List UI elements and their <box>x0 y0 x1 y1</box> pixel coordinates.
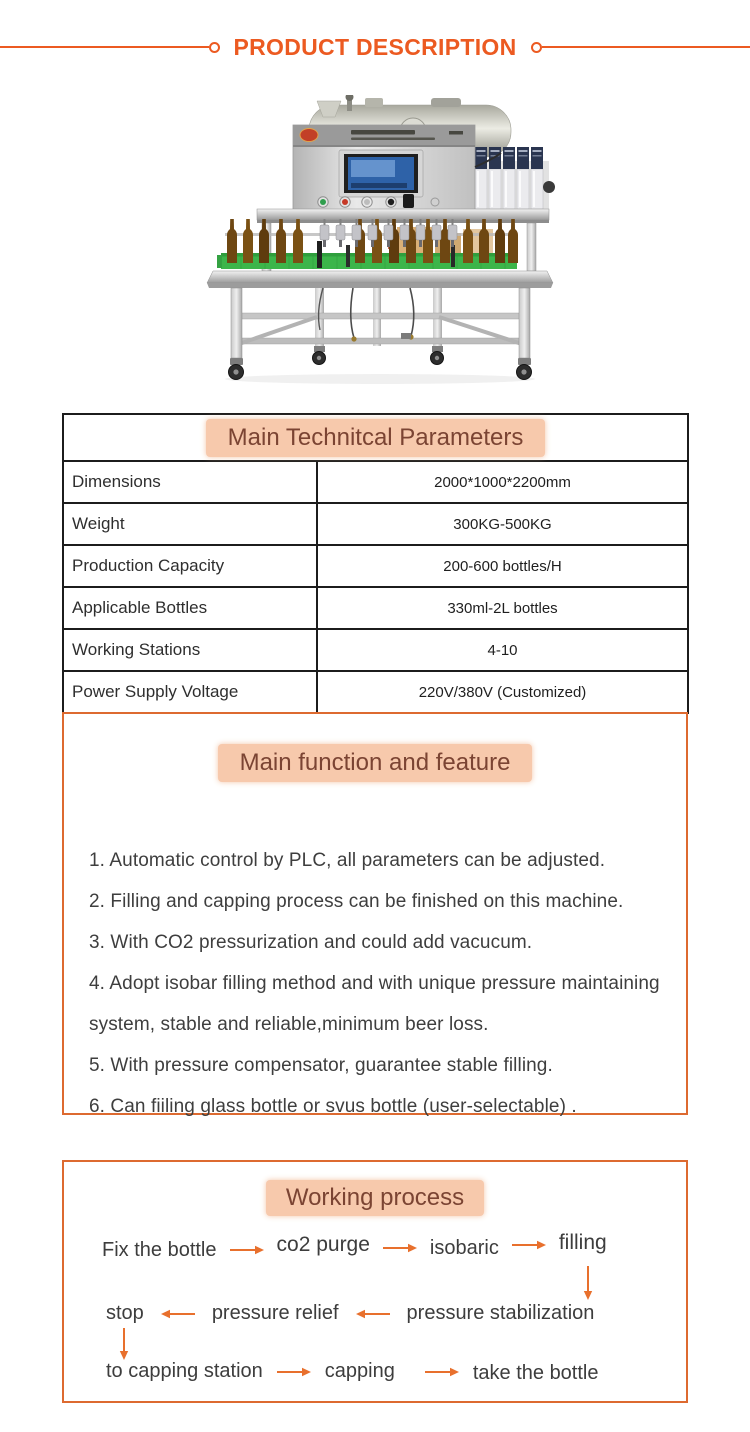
arrow-left-icon <box>356 1308 390 1320</box>
header-ring-right-icon <box>531 42 542 53</box>
process-flow-row-1 <box>102 1231 607 1262</box>
table-row <box>63 461 688 503</box>
header-ring-left-icon <box>209 42 220 53</box>
product-photo <box>205 95 555 385</box>
bottle-filling-machine-illustration <box>205 95 555 385</box>
process-step: filling <box>558 1231 607 1254</box>
table-row <box>63 587 688 629</box>
arrow-right-icon <box>277 1366 311 1378</box>
page-title: PRODUCT DESCRIPTION <box>233 33 517 60</box>
table-row <box>63 503 688 545</box>
table-row <box>63 629 688 671</box>
param-label: Applicable Bottles <box>63 587 317 629</box>
feature-item: 2. Filling and capping process can be finished on this machine. <box>89 891 624 912</box>
arrow-left-icon <box>161 1308 195 1320</box>
param-label: Dimensions <box>63 461 317 503</box>
process-step: capping <box>324 1360 395 1382</box>
feature-item: 1. Automatic control by PLC, all parameters can be adjusted. <box>89 850 606 871</box>
feature-item: 5. With pressure compensator, guarantee stable filling. <box>89 1055 553 1076</box>
param-value: 300KG-500KG <box>317 503 688 545</box>
param-label: Weight <box>63 503 317 545</box>
process-flow-row-3 <box>106 1360 599 1383</box>
table-row <box>63 671 688 713</box>
machine-table-frame <box>207 271 553 358</box>
feature-item: 3. With CO2 pressurization and could add vacucum. <box>89 932 533 953</box>
arrow-right-icon <box>383 1242 417 1254</box>
param-value: 220V/380V (Customized) <box>317 671 688 713</box>
header-line-left <box>0 46 209 48</box>
filling-heads <box>320 219 457 247</box>
process-step: Fix the bottle <box>102 1238 217 1261</box>
param-value: 4-10 <box>317 629 688 671</box>
process-step: isobaric <box>429 1236 499 1259</box>
param-value: 330ml-2L bottles <box>317 587 688 629</box>
arrow-right-icon <box>425 1366 459 1378</box>
arrow-down-icon <box>118 1328 130 1360</box>
param-label: Production Capacity <box>63 545 317 587</box>
param-label: Working Stations <box>63 629 317 671</box>
table-title-row <box>63 414 688 461</box>
param-value: 200-600 bottles/H <box>317 545 688 587</box>
process-flow-row-2 <box>106 1302 594 1325</box>
working-process-section <box>62 1160 688 1403</box>
process-step: pressure relief <box>211 1302 339 1324</box>
parameters-table <box>62 413 689 714</box>
arrow-right-icon <box>512 1239 546 1251</box>
process-step: to capping station <box>106 1360 263 1382</box>
working-process-title: Working process <box>266 1180 484 1216</box>
process-step: co2 purge <box>276 1233 370 1256</box>
parameters-table-title: Main Technitcal Parameters <box>206 419 546 457</box>
features-title: Main function and feature <box>218 744 533 782</box>
feature-item: 4. Adopt isobar filling method and with unique pressure maintaining system, stable and reliable,minimum beer loss. <box>89 973 660 1035</box>
arrow-right-icon <box>230 1244 264 1256</box>
feature-item: 6. Can fiiling glass bottle or svus bottle (user-selectable) . <box>89 1096 577 1117</box>
features-section <box>62 712 688 1115</box>
process-step: stop <box>106 1302 144 1324</box>
table-row <box>63 545 688 587</box>
arrow-down-icon <box>582 1266 594 1300</box>
process-step: take the bottle <box>472 1362 599 1384</box>
process-step: pressure stabilization <box>406 1302 595 1324</box>
param-value: 2000*1000*2200mm <box>317 461 688 503</box>
feature-list <box>89 840 678 1127</box>
machine-control-cabinet <box>293 125 501 211</box>
section-header <box>0 28 750 66</box>
header-line-right <box>542 46 750 48</box>
param-label: Power Supply Voltage <box>63 671 317 713</box>
